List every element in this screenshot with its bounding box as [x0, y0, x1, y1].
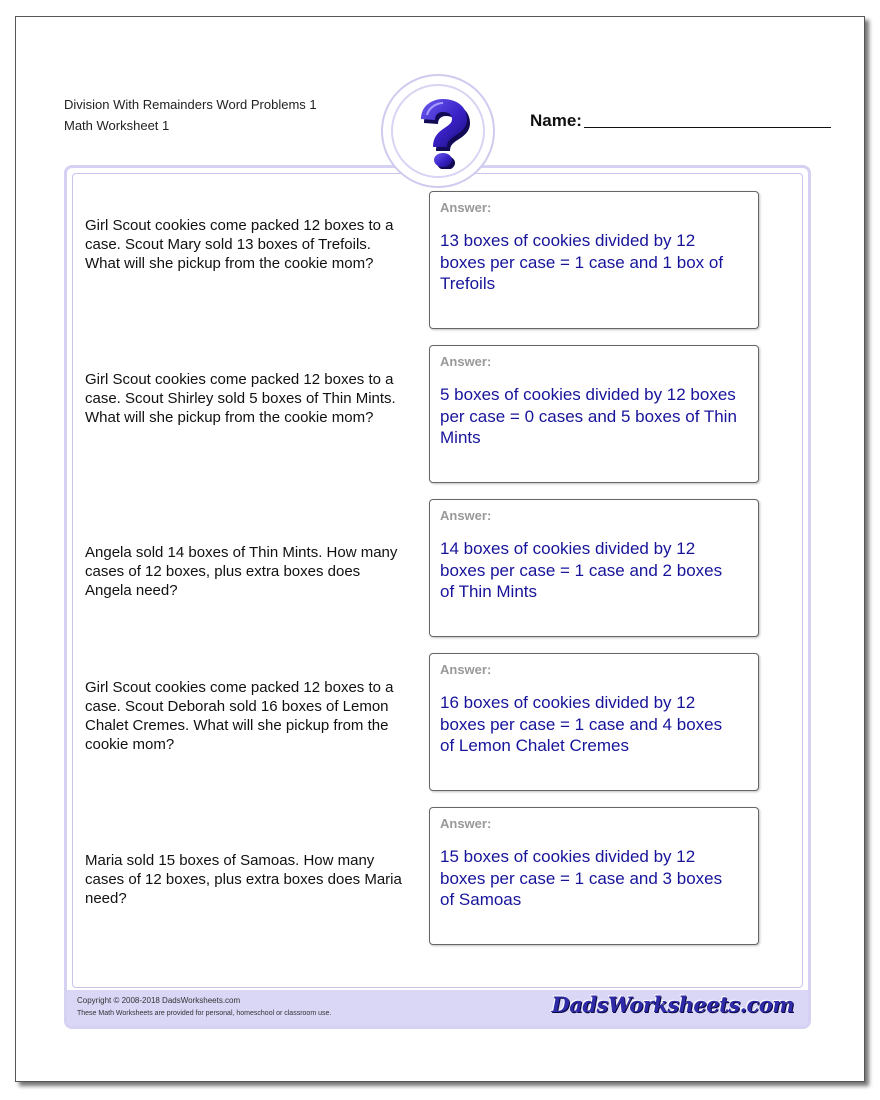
copyright-text: Copyright © 2008-2018 DadsWorksheets.com: [77, 996, 241, 1005]
usage-notice: These Math Worksheets are provided for personal, homeschool or classroom use.: [77, 1010, 332, 1017]
answer-label: Answer:: [440, 200, 492, 215]
worksheet-title: Division With Remainders Word Problems 1: [64, 97, 317, 112]
answer-text-5: 15 boxes of cookies divided by 12 boxes per case = 1 case and 3 boxes of Samoas: [440, 847, 723, 909]
answer-box-4[interactable]: [429, 653, 759, 791]
question-mark-icon: [403, 93, 473, 169]
answer-text-1: 13 boxes of cookies divided by 12 boxes per case = 1 case and 1 box of Trefoils: [440, 231, 724, 293]
answer-text-3: 14 boxes of cookies divided by 12 boxes per case = 1 case and 2 boxes of Thin Mints: [440, 539, 723, 601]
logo-inner-ring: [391, 84, 485, 178]
footer-bar: [67, 990, 808, 1026]
answer-label: Answer:: [440, 662, 492, 677]
answer-box-2[interactable]: [429, 345, 759, 483]
question-2: Girl Scout cookies come packed 12 boxes to a case. Scout Shirley sold 5 boxes of Thin Mints. What will she pickup from the cookie mom?: [85, 371, 396, 426]
name-label: Name:: [530, 111, 582, 130]
name-line: [584, 127, 831, 128]
answer-box-1[interactable]: [429, 191, 759, 329]
answer-label: Answer:: [440, 816, 492, 831]
question-1: Girl Scout cookies come packed 12 boxes to a case. Scout Mary sold 13 boxes of Trefoils. What will she pickup from the cookie mom?: [85, 217, 394, 272]
question-5: Maria sold 15 boxes of Samoas. How many cases of 12 boxes, plus extra boxes does Maria need?: [85, 852, 402, 907]
answer-text-2: 5 boxes of cookies divided by 12 boxes per case = 0 cases and 5 boxes of Thin Mints: [440, 385, 737, 447]
brand-logo: DadsWorksheets.com: [551, 992, 794, 1017]
question-4: Girl Scout cookies come packed 12 boxes to a case. Scout Deborah sold 16 boxes of Lemon Chalet Cremes. What will she pickup from the cookie mom?: [85, 679, 394, 753]
logo-badge: [381, 74, 495, 188]
answer-label: Answer:: [440, 354, 492, 369]
answer-label: Answer:: [440, 508, 492, 523]
worksheet-subtitle: Math Worksheet 1: [64, 118, 170, 133]
question-3: Angela sold 14 boxes of Thin Mints. How many cases of 12 boxes, plus extra boxes does Angela need?: [85, 544, 398, 599]
answer-box-3[interactable]: [429, 499, 759, 637]
answer-text-4: 16 boxes of cookies divided by 12 boxes per case = 1 case and 4 boxes of Lemon Chalet Cremes: [440, 693, 723, 755]
answer-box-5[interactable]: [429, 807, 759, 945]
